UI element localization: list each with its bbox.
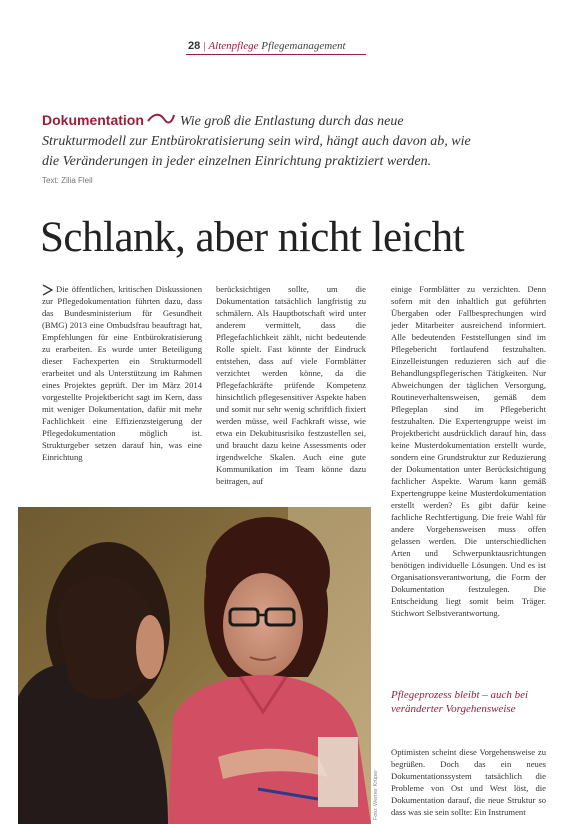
header-subsection: Pflegemanagement [261,40,346,52]
running-header [188,40,346,52]
page-number: 28 [188,40,201,52]
swoosh-icon [146,111,176,132]
photo-credit: Foto: Werner Krüper [373,769,379,820]
body-column-3-continued: Optimisten scheint diese Vorgehensweise zu begrüßen. Doch das ein neues Dokumentationssystem tatsächlich die Probleme von Ost und West löst, die Dokumentation darauf, die neue Struktur so dass was sie sein sollte: Ein Instrument [391,747,546,817]
article-photo [18,507,371,824]
column-1-text: Die öffentlichen, kritischen Diskussionen zur Pflegedokumentation führten dazu, dass das Bundesministerium für Gesundheit (BMG) 2013 eine Ombudsfrau beauftragt hat, Empfehlungen für eine Entbürokratisierung zu erarbeiten. Es wurde unter Beteiligung dieser Fachexperten ein Strukturmodell erarbeitet und als Unterstützung im Rahmen eines Projektes geprüft. Der im März 2014 vorgestellte Projektbericht sagt im Kern, dass mit weniger Dokumentation, dafür mit mehr Fachlichkeit eine Effizienzsteigerung der Pflegedokumentation möglich ist. Strukturgeber setzen darauf hin, was eine Einrichtung [42,284,202,462]
author-byline: Text: Zilia Fleil [42,176,93,185]
body-column-2: berücksichtigen sollte, um die Dokumentation tatsächlich langfristig zu schmälern. Als Hauptbotschaft wird unter anderem vermittelt, dass die Pflegefachlichkeit zählt, nicht bedeutende Rolle spielt. Fast könnte der Eindruck entstehen, dass auf viele Formblätter verzichtet werden könne, da die Pflegefachkräfte prüfende Kompetenz hinsichtlich pflegesensitiver Aspekte haben und somit nur sehr wenig schriftlich fixiert werden müsse, weil Fachkraft wisse, wie etwa ein Dekubitusrisiko festzustellen sei, und braucht dazu keine Assessments oder irgendwelche Skalen. Auch eine gute Kommunikation im Team könne dazu beitragen, auf [216,284,366,486]
header-section: Altenpflege [208,40,259,52]
section-keyword: Dokumentation [42,112,144,128]
article-title: Schlank, aber nicht leicht [40,214,465,261]
article-lede: Wie groß die Entlastung durch das neue Strukturmodell zur Entbürokratisierung sein wird, hängt auch davon ab, wie die Veränderungen in jeder einzelnen Einrichtung praktiziert werden. [42,114,471,170]
body-column-1 [42,283,202,487]
article-intro [42,110,472,172]
header-separator: | [203,40,206,52]
body-column-3: einige Formblätter zu verzichten. Denn sofern mit den inhaltlich gut geführten Übergaben oder Fallbesprechungen wird jeder Mitarbeiter ausreichend informiert. Alle bedeutenden Feststellungen sind im Pflegebericht fortlaufend festzuhalten. Einzelleistungen reduzieren sich auf die Behandlungspflegerischen Tätigkeiten. Nur Abweichungen der täglichen Versorgung, Routineverhaltensweisen, gemäß dem Pflegeplan sind im Pflegebericht festzuhalten. Die Expertengruppe weist im Projektbericht ausdrücklich darauf hin, dass keine Musterdokumentation erstellt wurde, sondern eine Grundstruktur zur Reduzierung der Dokumentation unter Berücksichtigung fachlicher Aspekte. Warum kann gemäß Expertengruppe keine Musterdokumentation erstellt werden? Es gibt dafür keine fachliche Rechtfertigung. Die freie Wahl für andere Vorgehensweisen muss offen gelassen werden. Die unterschiedlichen Arten und Schwerpunktausrichtungen benötigen individuelle Lösungen. Und es ist Organisationsverantwortung, die Form der Dokumentation festzulegen. Die Entscheidung liegt somit beim Träger. Stichwort Selbstverantwortung. [391,284,546,618]
subheading: Pflegeprozess bleibt – auch bei veränderter Vorgehensweise [391,689,529,715]
header-rule [186,54,366,55]
